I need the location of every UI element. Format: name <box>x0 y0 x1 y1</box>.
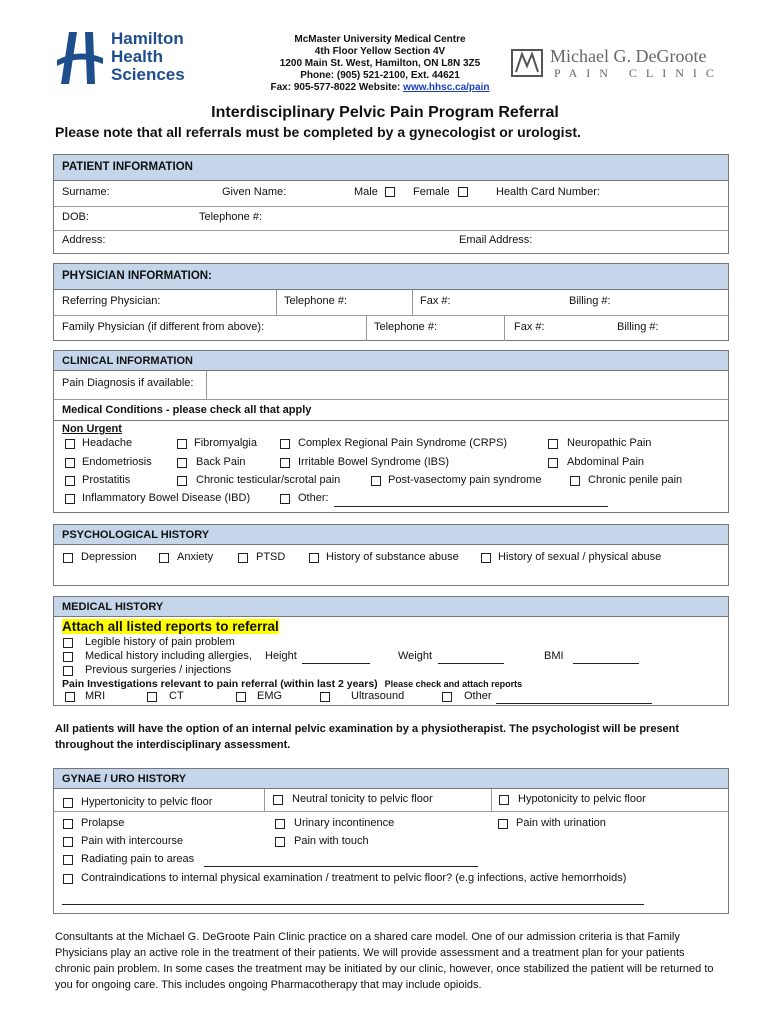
website-link[interactable]: www.hhsc.ca/pain <box>403 82 490 93</box>
patient-section <box>53 154 729 254</box>
clinical-heading: CLINICAL INFORMATION <box>54 351 728 371</box>
crps-checkbox[interactable] <box>280 439 290 449</box>
pain-diagnosis-input[interactable] <box>207 372 728 399</box>
prolapse-checkbox[interactable] <box>63 819 73 829</box>
radiating-pain-checkbox[interactable] <box>63 855 73 865</box>
patient-telephone-label: Telephone #: <box>199 211 262 223</box>
psych-section <box>53 524 729 586</box>
hypertonicity-label: Hypertonicity to pelvic floor <box>81 796 213 808</box>
other-condition-label: Other: <box>298 492 329 504</box>
contraindications-input[interactable] <box>62 891 644 905</box>
bmi-label: BMI <box>544 650 564 662</box>
testicular-label: Chronic testicular/scrotal pain <box>196 474 341 486</box>
radiating-pain-input[interactable] <box>204 853 478 867</box>
back-pain-checkbox[interactable] <box>177 458 187 468</box>
fibromyalgia-label: Fibromyalgia <box>194 437 257 449</box>
hypertonicity-checkbox[interactable] <box>63 798 73 808</box>
ptsd-label: PTSD <box>256 551 286 563</box>
medical-history-label: Medical history including allergies, <box>85 650 252 662</box>
emg-label: EMG <box>257 690 283 702</box>
prostatitis-label: Prostatitis <box>82 474 131 486</box>
degroote-logo-icon <box>510 46 544 80</box>
dob-label: DOB: <box>62 211 89 223</box>
incontinence-checkbox[interactable] <box>275 819 285 829</box>
height-input[interactable] <box>302 650 370 664</box>
pain-intercourse-checkbox[interactable] <box>63 837 73 847</box>
other-condition-input[interactable] <box>334 492 608 507</box>
penile-checkbox[interactable] <box>570 476 580 486</box>
form-title: Interdisciplinary Pelvic Pain Program Referral <box>211 104 559 121</box>
back-pain-label: Back Pain <box>196 456 246 468</box>
family-telephone-label: Telephone #: <box>374 321 437 333</box>
family-fax-label: Fax #: <box>514 321 545 333</box>
headache-label: Headache <box>82 437 133 449</box>
family-billing-label: Billing #: <box>617 321 659 333</box>
health-card-label: Health Card Number: <box>496 186 600 198</box>
ibs-label: Irritable Bowel Syndrome (IBS) <box>298 456 449 468</box>
other-investigation-input[interactable] <box>496 690 652 704</box>
surgeries-label: Previous surgeries / injections <box>85 664 232 676</box>
penile-label: Chronic penile pain <box>588 474 683 486</box>
investigations-text: Pain Investigations relevant to pain referral (within last 2 years) <box>62 678 378 690</box>
hypotonicity-checkbox[interactable] <box>499 795 509 805</box>
psych-heading: PSYCHOLOGICAL HISTORY <box>54 525 728 545</box>
pain-diagnosis-label: Pain Diagnosis if available: <box>62 377 194 389</box>
clinic-name: Michael G. DeGroote <box>550 46 707 66</box>
ibd-label: Inflammatory Bowel Disease (IBD) <box>82 492 251 504</box>
pain-urination-checkbox[interactable] <box>498 819 508 829</box>
prolapse-label: Prolapse <box>81 817 125 829</box>
mri-checkbox[interactable] <box>65 692 75 702</box>
hhs-logo-icon <box>55 30 105 86</box>
physician-heading: PHYSICIAN INFORMATION: <box>54 264 728 290</box>
ptsd-checkbox[interactable] <box>238 553 248 563</box>
anxiety-label: Anxiety <box>177 551 214 563</box>
height-label: Height <box>265 650 297 662</box>
weight-label: Weight <box>398 650 433 662</box>
depression-label: Depression <box>81 551 137 563</box>
non-urgent-label: Non Urgent <box>62 423 122 435</box>
medical-history-checkbox[interactable] <box>63 652 73 662</box>
endometriosis-checkbox[interactable] <box>65 458 75 468</box>
abdominal-checkbox[interactable] <box>548 458 558 468</box>
referring-fax-label: Fax #: <box>420 295 451 307</box>
depression-checkbox[interactable] <box>63 553 73 563</box>
hhs-logo-text: Hamilton Health Sciences <box>111 29 185 84</box>
address-label: Address: <box>62 234 106 246</box>
neutral-tonicity-label: Neutral tonicity to pelvic floor <box>292 793 433 805</box>
contraindications-label: Contraindications to internal physical examination / treatment to pelvic floor? (e.g infections, active hemorrhoids) <box>81 872 627 884</box>
ultrasound-label: Ultrasound <box>351 690 405 702</box>
gynae-section <box>53 768 729 914</box>
ibs-checkbox[interactable] <box>280 458 290 468</box>
mri-label: MRI <box>85 690 106 702</box>
fibromyalgia-checkbox[interactable] <box>177 439 187 449</box>
other-condition-checkbox[interactable] <box>280 494 290 504</box>
degroote-logo <box>510 46 730 80</box>
legible-history-checkbox[interactable] <box>63 638 73 648</box>
other-investigation-checkbox[interactable] <box>442 692 452 702</box>
medical-section <box>53 596 729 706</box>
gynae-heading: GYNAE / URO HISTORY <box>54 769 728 789</box>
surname-label: Surname: <box>62 186 110 198</box>
pain-urination-label: Pain with urination <box>516 817 606 829</box>
incontinence-label: Urinary incontinence <box>294 817 395 829</box>
male-checkbox[interactable] <box>385 187 395 197</box>
substance-abuse-label: History of substance abuse <box>326 551 459 563</box>
contraindications-checkbox[interactable] <box>63 874 73 884</box>
neuropathic-label: Neuropathic Pain <box>567 437 652 449</box>
testicular-checkbox[interactable] <box>177 476 187 486</box>
emg-checkbox[interactable] <box>236 692 246 702</box>
form-subtitle: Please note that all referrals must be completed by a gynecologist or urologist. <box>55 124 581 140</box>
exam-note: All patients will have the option of an internal pelvic examination by a physiotherapist. The psychologist will be present throughout the interdisciplinary assessment. <box>55 723 680 751</box>
ibd-checkbox[interactable] <box>65 494 75 504</box>
crps-label: Complex Regional Pain Syndrome (CRPS) <box>298 437 508 449</box>
sexual-abuse-label: History of sexual / physical abuse <box>498 551 662 563</box>
neutral-tonicity-checkbox[interactable] <box>273 795 283 805</box>
clinical-section <box>53 350 729 513</box>
ct-checkbox[interactable] <box>147 692 157 702</box>
radiating-pain-label: Radiating pain to areas <box>81 853 195 865</box>
bmi-input[interactable] <box>573 650 639 664</box>
hypotonicity-label: Hypotonicity to pelvic floor <box>518 793 646 805</box>
prostatitis-checkbox[interactable] <box>65 476 75 486</box>
physician-section <box>53 263 729 341</box>
vasectomy-label: Post-vasectomy pain syndrome <box>388 474 542 486</box>
sexual-abuse-checkbox[interactable] <box>481 553 491 563</box>
female-checkbox[interactable] <box>458 187 468 197</box>
pain-intercourse-label: Pain with intercourse <box>81 835 184 847</box>
clinic-sub: PAIN CLINIC <box>554 66 723 80</box>
surgeries-checkbox[interactable] <box>63 666 73 676</box>
check-attach-text: Please check and attach reports <box>384 679 523 689</box>
medical-heading: MEDICAL HISTORY <box>54 597 728 617</box>
headache-checkbox[interactable] <box>65 439 75 449</box>
weight-input[interactable] <box>438 650 504 664</box>
abdominal-label: Abdominal Pain <box>567 456 645 468</box>
vasectomy-checkbox[interactable] <box>371 476 381 486</box>
male-label: Male <box>354 186 378 198</box>
hhs-logo <box>55 30 195 86</box>
patient-heading: PATIENT INFORMATION <box>54 155 728 181</box>
anxiety-checkbox[interactable] <box>159 553 169 563</box>
given-name-label: Given Name: <box>222 186 287 198</box>
footer-note: Consultants at the Michael G. DeGroote Pain Clinic practice on a shared care model. One of our admission criteria is that Family Physicians play an active role in the treatment of their patients. We will provide assessment and a treatment plan for your patients chronic pain problem. In some cases the treatment may be initiated by our clinic, however, once stabilized the patient will be returned to you for ongoing care. This includes ongoing Pharmacotherapy that may include opioids. <box>55 931 714 991</box>
investigations-label <box>62 678 522 690</box>
referring-billing-label: Billing #: <box>569 295 611 307</box>
substance-abuse-checkbox[interactable] <box>309 553 319 563</box>
pain-touch-label: Pain with touch <box>294 835 369 847</box>
referring-physician-label: Referring Physician: <box>62 295 161 307</box>
pain-touch-checkbox[interactable] <box>275 837 285 847</box>
clinic-address: McMaster University Medical Centre 4th Floor Yellow Section 4V 1200 Main St. West, Hamilton, ON L8N 3Z5 Phone: (905) 521-2100, Ext. 44621 Fax: 905-577-8022 Website: www.hhsc.ca/pain <box>270 34 490 93</box>
female-label: Female <box>413 186 450 198</box>
neuropathic-checkbox[interactable] <box>548 439 558 449</box>
email-label: Email Address: <box>459 234 533 246</box>
endometriosis-label: Endometriosis <box>82 456 152 468</box>
other-investigation-label: Other <box>464 690 492 702</box>
referring-telephone-label: Telephone #: <box>284 295 347 307</box>
ultrasound-checkbox[interactable] <box>320 692 330 702</box>
legible-history-label: Legible history of pain problem <box>85 636 235 648</box>
attach-reports-note: Attach all listed reports to referral <box>62 619 279 634</box>
conditions-heading: Medical Conditions - please check all that apply <box>62 404 312 416</box>
ct-label: CT <box>169 690 184 702</box>
family-physician-label: Family Physician (if different from above): <box>62 321 265 333</box>
